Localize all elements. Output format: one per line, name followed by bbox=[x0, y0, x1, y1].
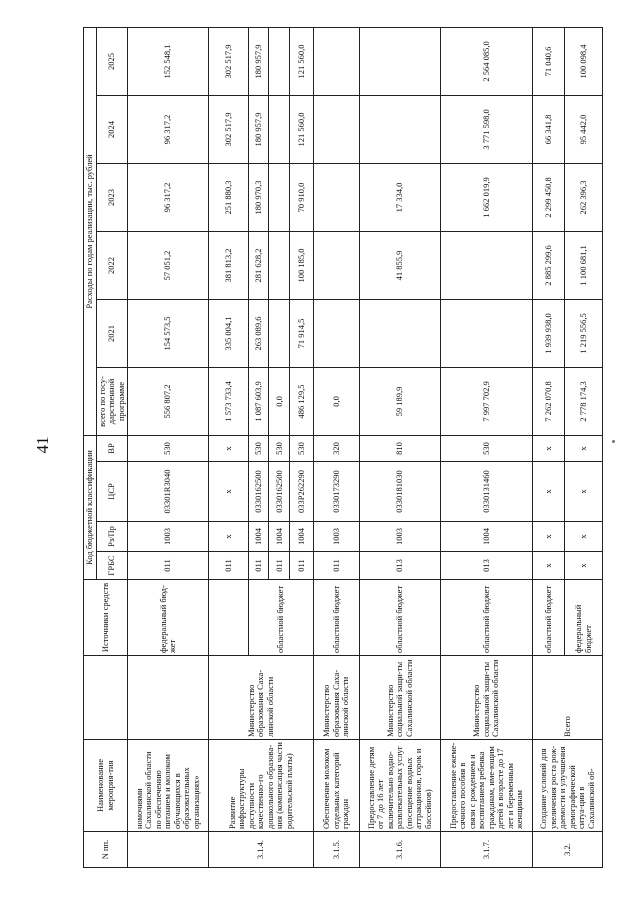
cell-2024 bbox=[313, 95, 360, 163]
cell-name: номочиями Сахалинской области по обеспечению питанием и молоком обучающихся в образовательных организациях» bbox=[128, 740, 209, 832]
cell-2024: 96 317,2 bbox=[128, 95, 209, 163]
scan-artifact bbox=[612, 440, 615, 443]
table-row bbox=[533, 27, 565, 867]
cell-source: областной бюджет bbox=[441, 580, 533, 656]
cell-2023 bbox=[313, 163, 360, 231]
table-row bbox=[441, 27, 533, 867]
header-rzpr: Рз/Пр bbox=[96, 522, 128, 552]
cell-executor: Министерство образования Саха-линской области bbox=[313, 656, 360, 740]
cell-rzpr: 1004 bbox=[441, 522, 533, 552]
cell-vr: 530 bbox=[290, 435, 313, 461]
table-row bbox=[360, 27, 441, 867]
header-expense-group: Расходы по годам реализации, тыс. рублей bbox=[84, 27, 97, 435]
cell-vr: 530 bbox=[248, 435, 269, 461]
header-code-group: Код бюджетной классификации bbox=[84, 435, 97, 579]
cell-2023: 251 880,3 bbox=[209, 163, 249, 231]
header-grbs: ГРБС bbox=[96, 552, 128, 580]
cell-2025: 152 548,1 bbox=[128, 27, 209, 95]
cell-2025: 180 957,9 bbox=[248, 27, 269, 95]
cell-2022: 57 051,2 bbox=[128, 231, 209, 299]
cell-vr: 810 bbox=[360, 435, 441, 461]
cell-2024: 66 341,8 bbox=[533, 95, 565, 163]
cell-vr: 530 bbox=[269, 435, 290, 461]
cell-csr: 0330162500 bbox=[248, 462, 269, 522]
cell-2025: 100 098,4 bbox=[565, 27, 603, 95]
cell-rzpr: x bbox=[209, 522, 249, 552]
table-row bbox=[209, 27, 249, 867]
cell-2023: 17 334,0 bbox=[360, 163, 441, 231]
cell-total: 0,0 bbox=[313, 367, 360, 435]
cell-rzpr: 1003 bbox=[313, 522, 360, 552]
cell-total: 7 262 070,8 bbox=[533, 367, 565, 435]
cell-total: 1 573 733,4 bbox=[209, 367, 249, 435]
cell-rzpr: 1004 bbox=[290, 522, 313, 552]
cell-2025: 121 560,0 bbox=[290, 27, 313, 95]
cell-executor: Министерство социальной защи-ты Сахалинской области bbox=[441, 656, 533, 740]
cell-2021 bbox=[313, 299, 360, 367]
cell-rzpr: 1004 bbox=[269, 522, 290, 552]
cell-2021: 71 914,5 bbox=[290, 299, 313, 367]
cell-total: 486 129,5 bbox=[290, 367, 313, 435]
cell-rzpr: x bbox=[565, 522, 603, 552]
cell-grbs: 013 bbox=[441, 552, 533, 580]
cell-vr: x bbox=[565, 435, 603, 461]
cell-2025: 2 564 085,0 bbox=[441, 27, 533, 95]
cell-number: 3.1.7. bbox=[441, 832, 533, 868]
cell-rzpr: 1003 bbox=[128, 522, 209, 552]
header-total: всего по госу-дарственной программе bbox=[96, 367, 128, 435]
cell-name: Предоставление детям от 7 до 16 лет включительно водно-развлекательных услуг (посещение водных аттракционов, горок и бассейнов) bbox=[360, 740, 441, 832]
cell-vr: 530 bbox=[441, 435, 533, 461]
header-year-2022: 2022 bbox=[96, 231, 128, 299]
rotated-table-wrapper bbox=[83, 28, 603, 868]
cell-csr: 0330162500 bbox=[269, 462, 290, 522]
cell-name: Обеспечение молоком отдельных категорий граждан bbox=[313, 740, 360, 832]
cell-total: 7 997 702,9 bbox=[441, 367, 533, 435]
cell-csr: 0330181030 bbox=[360, 462, 441, 522]
cell-2022: 41 855,9 bbox=[360, 231, 441, 299]
cell-csr: 0330131460 bbox=[441, 462, 533, 522]
cell-csr: x bbox=[209, 462, 249, 522]
cell-executor: Всего bbox=[533, 656, 603, 740]
cell-2022 bbox=[313, 231, 360, 299]
table-row bbox=[128, 27, 209, 867]
cell-grbs: 011 bbox=[313, 552, 360, 580]
cell-2024: 180 957,9 bbox=[248, 95, 269, 163]
budget-table bbox=[83, 27, 603, 868]
cell-name: Создание условий для увеличения роста рож-даемости и улучшения демографической ситуа-ции в Сахалинской об- bbox=[533, 740, 603, 832]
cell-grbs: 011 bbox=[209, 552, 249, 580]
header-year-2024: 2024 bbox=[96, 95, 128, 163]
cell-source: областной бюджет bbox=[360, 580, 441, 656]
cell-2022 bbox=[269, 231, 290, 299]
cell-2022: 381 813,2 bbox=[209, 231, 249, 299]
header-csr: ЦСР bbox=[96, 462, 128, 522]
cell-vr: 320 bbox=[313, 435, 360, 461]
cell-2025 bbox=[360, 27, 441, 95]
cell-2021: 1 939 938,0 bbox=[533, 299, 565, 367]
cell-vr: x bbox=[533, 435, 565, 461]
cell-source: областной бюджет bbox=[533, 580, 565, 656]
header-year-2025: 2025 bbox=[96, 27, 128, 95]
cell-grbs: 013 bbox=[360, 552, 441, 580]
cell-grbs: 011 bbox=[248, 552, 269, 580]
header-year-2023: 2023 bbox=[96, 163, 128, 231]
header-source: Источники средств bbox=[84, 580, 128, 656]
cell-number bbox=[128, 832, 209, 868]
cell-grbs: 011 bbox=[269, 552, 290, 580]
cell-2021: 263 089,6 bbox=[248, 299, 269, 367]
cell-source: федеральный бюджет bbox=[565, 580, 603, 656]
cell-rzpr: 1004 bbox=[248, 522, 269, 552]
cell-2021 bbox=[360, 299, 441, 367]
cell-vr: x bbox=[209, 435, 249, 461]
header-executor bbox=[84, 656, 128, 740]
cell-2023: 2 299 450,8 bbox=[533, 163, 565, 231]
cell-vr: 530 bbox=[128, 435, 209, 461]
cell-rzpr: x bbox=[533, 522, 565, 552]
cell-2024 bbox=[360, 95, 441, 163]
cell-2025 bbox=[313, 27, 360, 95]
cell-csr: 033P262290 bbox=[290, 462, 313, 522]
cell-2021: 1 219 556,5 bbox=[565, 299, 603, 367]
cell-2022: 1 100 681,1 bbox=[565, 231, 603, 299]
cell-2022: 2 885 299,6 bbox=[533, 231, 565, 299]
cell-source: федеральный бюд-жет bbox=[128, 580, 209, 656]
cell-2025: 71 040,6 bbox=[533, 27, 565, 95]
cell-rzpr: 1003 bbox=[360, 522, 441, 552]
cell-name: Предоставление ежеме-сячного пособия в связи с рождением и воспитанием ребенка гражданам, име-ющим детей в возрасте до 17 лет и беременным женщинам bbox=[441, 740, 533, 832]
cell-csr: x bbox=[533, 462, 565, 522]
cell-executor: Министерство социальной защи-ты Сахалинской области bbox=[360, 656, 441, 740]
cell-2021 bbox=[441, 299, 533, 367]
cell-source: областной бюджет bbox=[313, 580, 360, 656]
cell-total: 59 189,9 bbox=[360, 367, 441, 435]
cell-total: 556 807,2 bbox=[128, 367, 209, 435]
cell-2024: 3 771 598,0 bbox=[441, 95, 533, 163]
cell-2025: 302 517,9 bbox=[209, 27, 249, 95]
cell-2023 bbox=[269, 163, 290, 231]
cell-csr: x bbox=[565, 462, 603, 522]
header-name: Наименование мероприя-тия bbox=[84, 740, 128, 832]
cell-2021: 154 573,5 bbox=[128, 299, 209, 367]
cell-csr: 0330173290 bbox=[313, 462, 360, 522]
header-vr: ВР bbox=[96, 435, 128, 461]
cell-2022: 281 628,2 bbox=[248, 231, 269, 299]
table-row bbox=[313, 27, 360, 867]
cell-2024: 302 517,9 bbox=[209, 95, 249, 163]
cell-2023: 180 970,3 bbox=[248, 163, 269, 231]
cell-2025 bbox=[269, 27, 290, 95]
cell-grbs: 011 bbox=[128, 552, 209, 580]
cell-total: 2 778 174,3 bbox=[565, 367, 603, 435]
cell-total: 1 087 603,9 bbox=[248, 367, 269, 435]
page-number: 41 bbox=[33, 436, 52, 454]
cell-2023: 96 317,2 bbox=[128, 163, 209, 231]
cell-2024 bbox=[269, 95, 290, 163]
cell-2023: 70 910,0 bbox=[290, 163, 313, 231]
cell-2024: 121 560,0 bbox=[290, 95, 313, 163]
cell-source bbox=[209, 580, 249, 656]
cell-grbs: x bbox=[533, 552, 565, 580]
cell-2023: 1 662 019,9 bbox=[441, 163, 533, 231]
cell-grbs: 011 bbox=[290, 552, 313, 580]
cell-total: 0,0 bbox=[269, 367, 290, 435]
cell-executor: Министерство образования Саха-линской области bbox=[209, 656, 314, 740]
cell-2022 bbox=[441, 231, 533, 299]
cell-2021 bbox=[269, 299, 290, 367]
cell-executor bbox=[128, 656, 209, 740]
cell-name: Развитие инфраструктуры доступности качественно-го дошкольного образова-ния (компенсация части родительской платы) bbox=[209, 740, 314, 832]
header-row-1 bbox=[84, 27, 97, 867]
cell-2021: 335 004,1 bbox=[209, 299, 249, 367]
cell-grbs: x bbox=[565, 552, 603, 580]
cell-csr: 03301R3040 bbox=[128, 462, 209, 522]
cell-number: 3.1.6. bbox=[360, 832, 441, 868]
cell-number: 3.1.5. bbox=[313, 832, 360, 868]
header-number: N пп. bbox=[84, 832, 128, 868]
cell-number: 3.2. bbox=[533, 832, 603, 868]
cell-2024: 95 442,0 bbox=[565, 95, 603, 163]
cell-number: 3.1.4. bbox=[209, 832, 314, 868]
cell-2022: 100 185,0 bbox=[290, 231, 313, 299]
cell-source: областной бюджет bbox=[248, 580, 313, 656]
header-year-2021: 2021 bbox=[96, 299, 128, 367]
cell-2023: 262 396,3 bbox=[565, 163, 603, 231]
